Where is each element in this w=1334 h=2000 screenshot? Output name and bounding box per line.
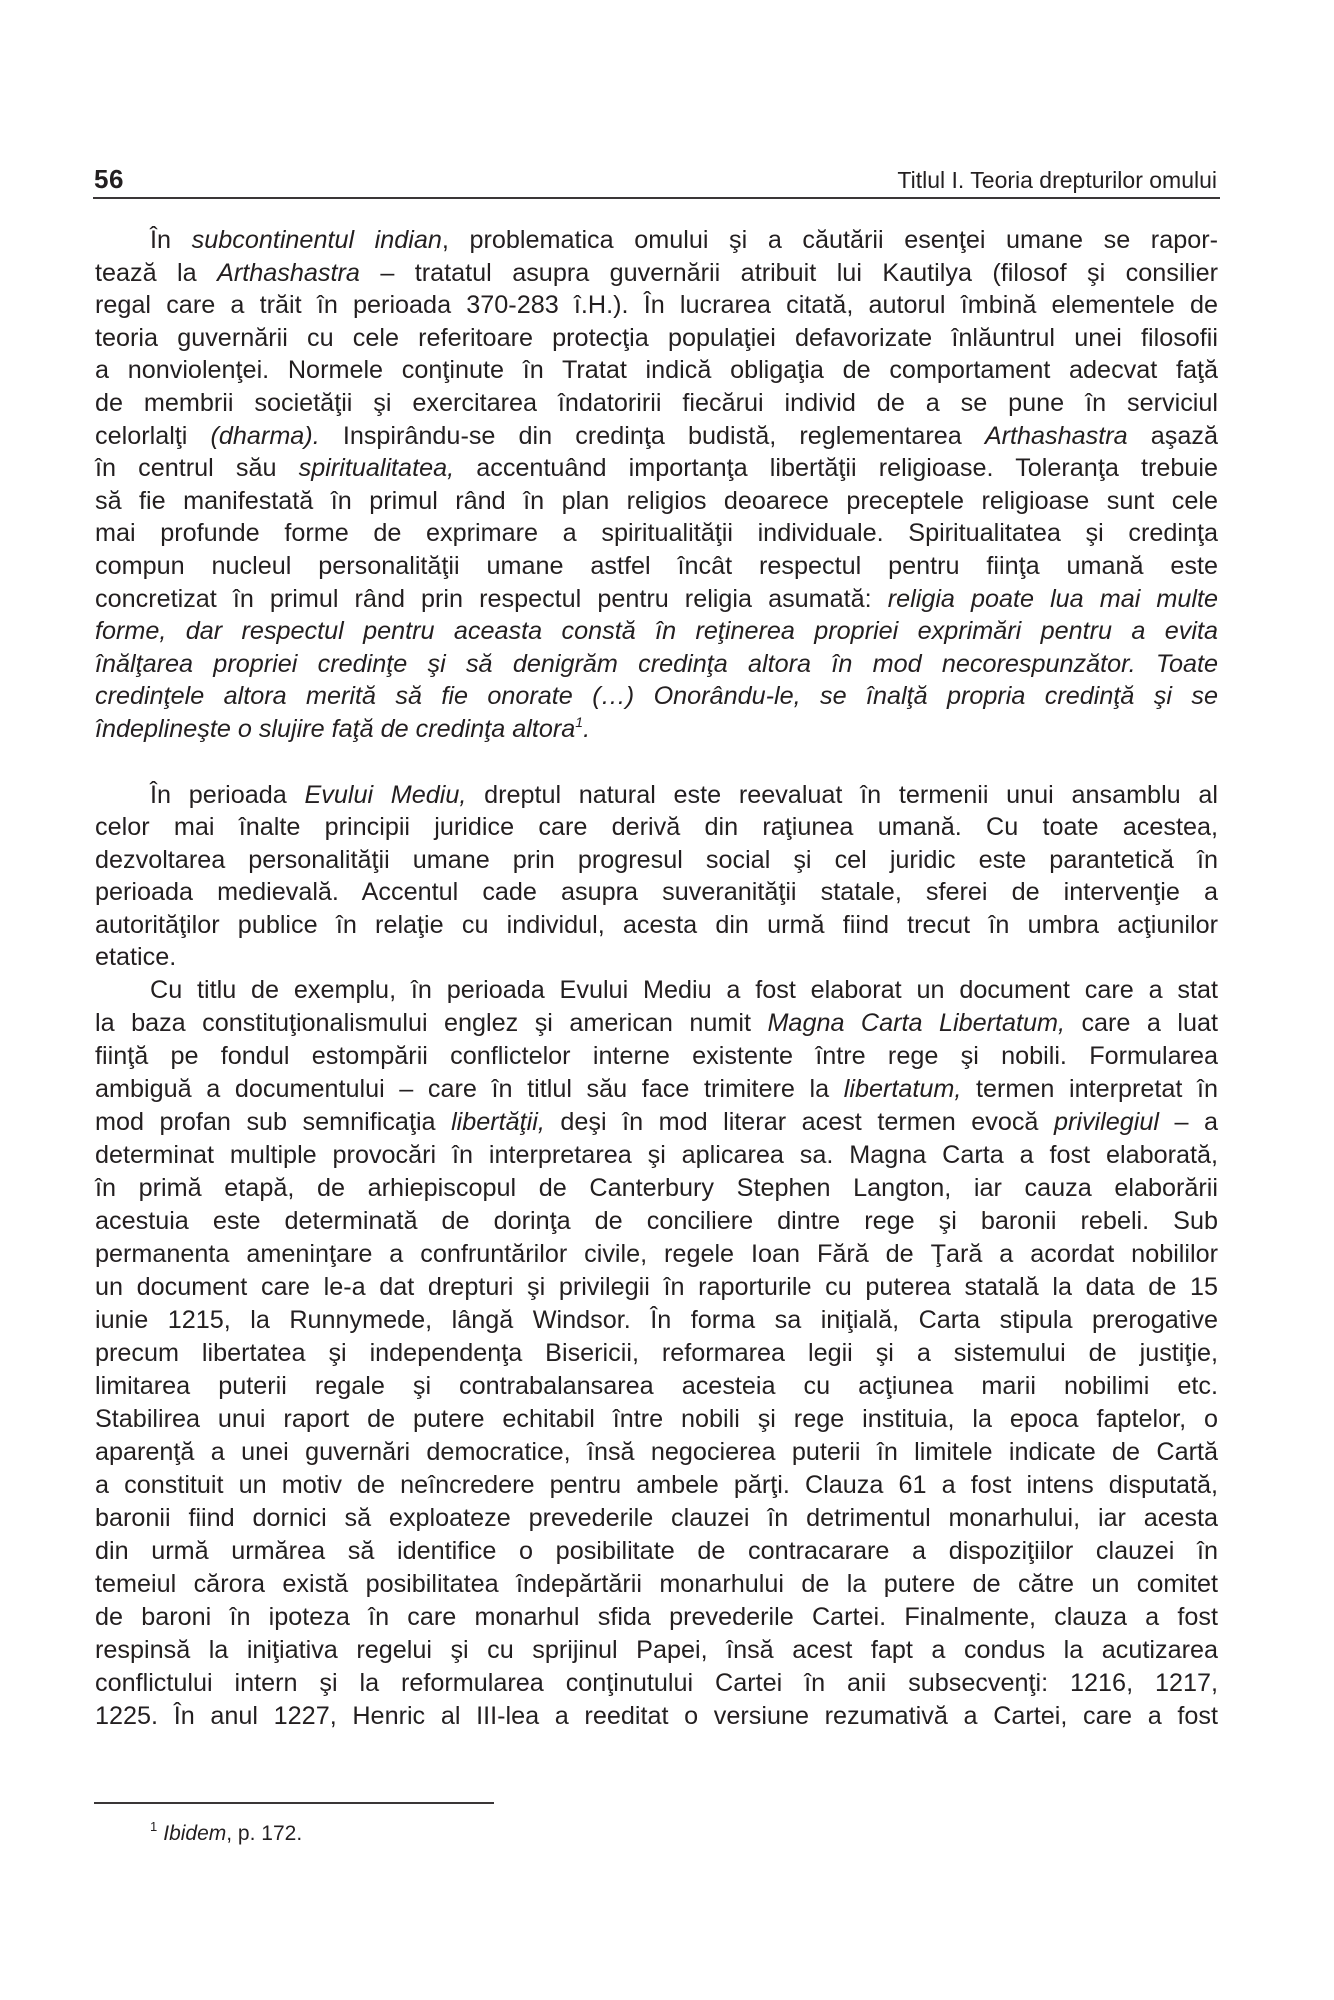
italic-text: înălţarea propriei credinţe şi să denigrăm credinţa altora în mod necorespunzător. Toate (95, 649, 1218, 678)
italic-text: forme, dar respectul pentru aceasta constă în reţinerea propriei exprimări pentru a evita (95, 617, 1218, 646)
text-run: În perioada (150, 780, 305, 809)
text-run: teoria guvernării cu cele referitoare protecţia populaţiei defavorizate înlăuntrul unei filosofii (95, 323, 1218, 352)
text-line (95, 1634, 1218, 1667)
footnote (150, 1820, 302, 1848)
text-run: care a luat (1064, 1009, 1218, 1038)
text-line (95, 1139, 1218, 1172)
text-line (95, 517, 1218, 550)
italic-text: Arthashastra (217, 258, 360, 287)
text-line (95, 1601, 1218, 1634)
text-line (95, 583, 1218, 616)
text-run: termen interpretat în (961, 1075, 1218, 1104)
text-line (95, 1535, 1218, 1568)
text-run: în primă etapă, de arhiepiscopul de Canterbury Stephen Langton, iar cauza elaborării (95, 1174, 1218, 1203)
italic-text: libertăţii, (451, 1108, 545, 1137)
text-line (95, 615, 1218, 648)
text-run: să fie manifestată în primul rând în plan religios deoarece preceptele religioase sunt cele (95, 486, 1218, 515)
footnote-reference[interactable]: 1 (575, 713, 584, 730)
text-line (95, 1106, 1218, 1139)
italic-text: Arthashastra (984, 421, 1128, 450)
text-run: de baroni în ipoteza în care monarhul sfida prevederile Cartei. Finalmente, clauza a fost (95, 1603, 1218, 1632)
text-run: temeiul cărora există posibilitatea îndepărtării monarhului de la putere de către un comitet (95, 1570, 1218, 1599)
text-run: – a (1158, 1108, 1218, 1137)
text-run: etatice. (95, 943, 177, 972)
text-line (95, 420, 1218, 453)
text-line (95, 1040, 1218, 1073)
paragraph-subcontinent (95, 224, 1218, 746)
italic-text: . (583, 714, 591, 743)
text-line (95, 1304, 1218, 1337)
text-run: 1225. În anul 1227, Henric al III-lea a reeditat o versiune rezumativă a Cartei, care a fost (95, 1702, 1218, 1731)
italic-text: îndeplineşte o slujire faţă de credinţa altora (95, 714, 576, 743)
footnote-page: , p. 172. (226, 1822, 303, 1845)
running-title: Titlul I. Teoria drepturilor omului (897, 167, 1217, 193)
text-line (95, 1436, 1218, 1469)
italic-text: credinţele altora merită să fie onorate (…) Onorându-le, se înalţă propria credinţă şi se (95, 682, 1218, 711)
italic-text: Evului Mediu, (304, 780, 467, 809)
text-run: Cu titlu de exemplu, în perioada Evului Mediu a fost elaborat un document care a stat (150, 976, 1218, 1005)
text-line (95, 1337, 1218, 1370)
text-run: compun nucleul personalităţii umane astfel încât respectul pentru fiinţa umană este (95, 551, 1218, 580)
text-line (95, 648, 1218, 681)
text-run: determinat multiple provocări în interpretarea şi aplicarea sa. Magna Carta a fost elaborată, (95, 1141, 1218, 1170)
text-line (95, 1007, 1218, 1040)
text-line (95, 909, 1218, 942)
page-number: 56 (94, 164, 124, 194)
text-run: iunie 1215, la Runnymede, lângă Windsor. În forma sa iniţială, Carta stipula prerogative (95, 1306, 1218, 1335)
text-run: baronii fiind dornici să exploateze prevederile clauzei în detrimentul monarhului, iar acesta (95, 1504, 1218, 1533)
text-run: perioada medievală. Accentul cade asupra suveranităţii statale, sferei de intervenţie a (95, 878, 1218, 907)
header-rule (93, 197, 1220, 199)
italic-text: libertatum, (843, 1075, 962, 1104)
text-line (95, 387, 1218, 420)
text-run: în centrul său (95, 454, 299, 483)
text-run: celorlalţi (95, 421, 211, 450)
text-line (95, 713, 1218, 746)
text-run: , problematica omului şi a căutării esenţei umane se rapor- (441, 226, 1218, 254)
text-line (95, 974, 1218, 1007)
text-run: mai profunde forme de exprimare a spiritualităţii individuale. Spiritualitatea şi credinţa (95, 519, 1218, 548)
text-run: fiinţă pe fondul estompării conflictelor interne existente între rege şi nobili. Formularea (95, 1042, 1218, 1071)
text-line (95, 1271, 1218, 1304)
text-run: precum libertatea şi independenţa Bisericii, reformarea legii şi a sistemului de justiţie, (95, 1339, 1218, 1368)
text-line (95, 452, 1218, 485)
text-run: la baza constituţionalismului englez şi american numit (95, 1009, 768, 1038)
text-run: Stabilirea unui raport de putere echitabil între nobili şi rege instituia, la epoca faptelor, o (95, 1405, 1218, 1434)
text-run: celor mai înalte principii juridice care derivă din raţiunea umană. Cu toate acestea, (95, 813, 1218, 842)
paragraph-magna-carta (95, 974, 1218, 1733)
text-line (95, 322, 1218, 355)
text-line (95, 1667, 1218, 1700)
paragraph-middle-ages (95, 779, 1218, 975)
text-line (95, 1172, 1218, 1205)
text-run: Inspirându-se din credinţa budistă, reglementarea (319, 421, 985, 450)
text-line (95, 680, 1218, 713)
text-run: deşi în mod literar acest termen evocă (544, 1108, 1054, 1137)
text-run: un document care le-a dat drepturi şi privilegii în raporturile cu puterea statală la data de 15 (95, 1273, 1218, 1302)
text-run: acestuia este determinată de dorinţa de conciliere dintre rege şi baronii rebeli. Sub (95, 1207, 1218, 1236)
footnote-rule (94, 1802, 494, 1804)
text-line (95, 550, 1218, 583)
text-line (95, 1700, 1218, 1733)
text-run: autorităţilor publice în relaţie cu individul, acesta din urmă fiind trecut în umbra acţiunilor (95, 910, 1218, 939)
text-run: În (150, 226, 192, 254)
text-line (95, 779, 1218, 812)
running-header (94, 160, 1219, 194)
italic-text: spiritualitatea, (298, 454, 455, 483)
text-line (95, 485, 1218, 518)
text-run: ambiguă a documentului – care în titlul său face trimitere la (95, 1075, 844, 1104)
text-line (95, 257, 1218, 290)
text-line (95, 224, 1218, 257)
text-run: conflictului intern şi la reformularea conţinutului Cartei în anii subsecvenţi: 1216, 1217, (95, 1669, 1218, 1698)
text-line (95, 354, 1218, 387)
text-line (95, 1568, 1218, 1601)
text-line (95, 811, 1218, 844)
text-run: respinsă la iniţiativa regelui şi cu sprijinul Papei, însă acest fapt a condus la acutizarea (95, 1636, 1218, 1665)
text-line (95, 289, 1218, 322)
text-run: a constituit un motiv de neîncredere pentru ambele părţi. Clauza 61 a fost intens disputată, (95, 1471, 1218, 1500)
text-run: dreptul natural este reevaluat în termenii unui ansamblu al (466, 780, 1218, 809)
text-run: – tratatul asupra guvernării atribuit lui Kautilya (filosof şi consilier (359, 258, 1219, 287)
text-line (95, 1073, 1218, 1106)
footnote-marker: 1 (150, 1819, 158, 1834)
footnote-source: Ibidem (163, 1822, 227, 1845)
italic-text: religia poate lua mai multe (887, 584, 1218, 613)
text-line (95, 1502, 1218, 1535)
italic-text: (dharma). (210, 421, 320, 450)
text-run: mod profan sub semnificaţia (95, 1108, 452, 1137)
text-line (95, 844, 1218, 877)
text-line (95, 1205, 1218, 1238)
text-run: din urmă urmărea să identifice o posibilitate de contracarare a dispoziţiilor clauzei în (95, 1537, 1218, 1566)
text-run: regal care a trăit în perioada 370-283 î.H.). În lucrarea citată, autorul îmbină elementele de (95, 291, 1218, 320)
text-line (95, 1403, 1218, 1436)
text-line (95, 1469, 1218, 1502)
text-line (95, 941, 1218, 974)
text-run: limitarea puterii regale şi contrabalansarea acesteia cu acţiunea marii nobilimi etc. (95, 1372, 1218, 1401)
text-run: aparenţă a unei guvernări democratice, însă negocierea puterii în limitele indicate de Cartă (95, 1438, 1218, 1467)
text-run: dezvoltarea personalităţii umane prin progresul social şi cel juridic este parantetică în (95, 845, 1218, 874)
text-run: aşază (1127, 421, 1218, 450)
italic-text: Magna Carta Libertatum, (767, 1009, 1065, 1038)
text-run: permanenta ameninţare a confruntărilor civile, regele Ioan Fără de Ţară a acordat nobililor (95, 1240, 1218, 1269)
body-text (95, 224, 1218, 1733)
text-run: accentuând importanţa libertăţii religioase. Toleranţa trebuie (454, 454, 1218, 483)
italic-text: privilegiul (1053, 1108, 1159, 1137)
text-run: tează la (95, 258, 218, 287)
text-run: a nonviolenţei. Normele conţinute în Tratat indică obligaţia de comportament adecvat faţă (95, 356, 1218, 385)
text-run: concretizat în primul rând prin respectul pentru religia asumată: (95, 584, 888, 613)
text-line (95, 1238, 1218, 1271)
text-run: de membrii societăţii şi exercitarea îndatoririi fiecărui individ de a se pune în serviciul (95, 388, 1218, 417)
text-line (95, 876, 1218, 909)
text-line (95, 1370, 1218, 1403)
italic-text: subcontinentul indian (191, 226, 442, 254)
